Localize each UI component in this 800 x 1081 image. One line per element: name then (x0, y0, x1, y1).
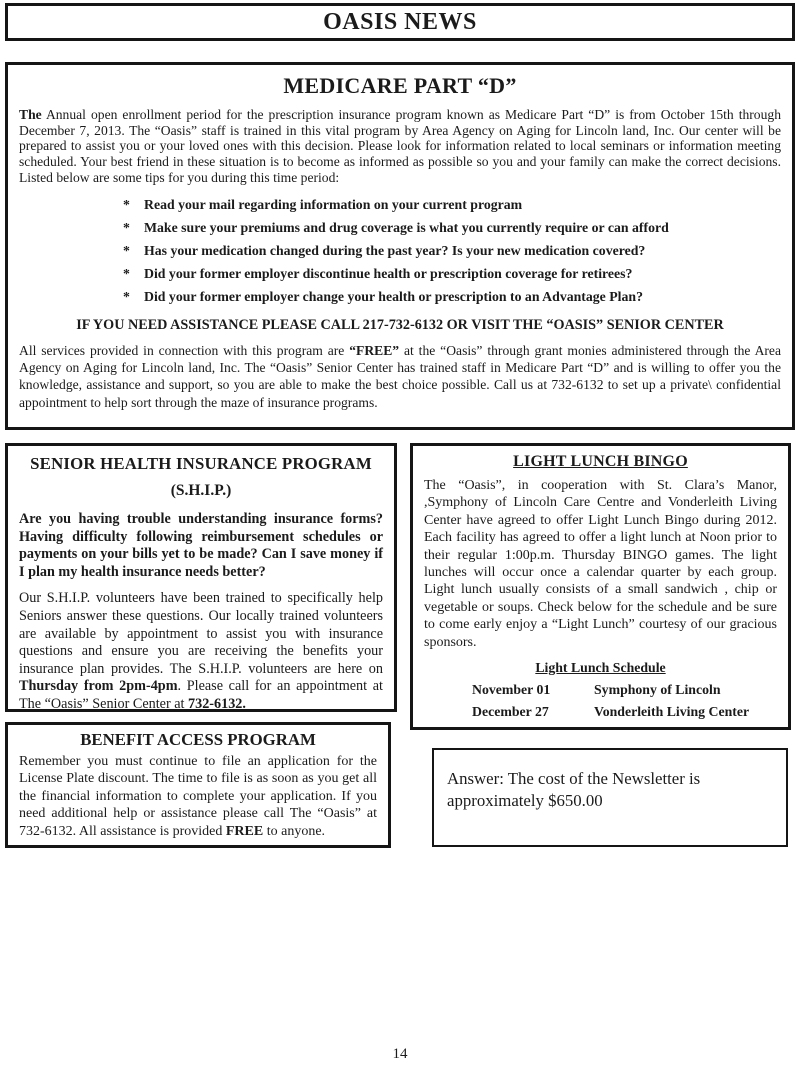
list-item (123, 197, 781, 213)
list-item (123, 266, 781, 282)
bullet-text: Did your former employer change your health or prescription to an Advantage Plan? (144, 288, 643, 304)
asterisk-bullet-icon: * (123, 196, 130, 212)
schedule-host: Vonderleith Living Center (594, 704, 750, 720)
answer-line-2: approximately $650.00 (447, 791, 603, 810)
medicare-title: MEDICARE PART “D” (283, 73, 517, 98)
list-item (123, 243, 781, 259)
benefit-body-paragraph (19, 753, 377, 840)
bullet-text: Read your mail regarding information on your current program (144, 196, 523, 212)
asterisk-bullet-icon: * (123, 219, 130, 235)
medicare-paragraph-1 (19, 107, 781, 186)
list-item (123, 220, 781, 236)
ship-body-seg1: Our S.H.I.P. volunteers have been trained to specifically help Seniors answer these questions. Our locally trained volunteers are available by appointment to assist you with insurance questions and ensure you are receiving the benefits your insurance plan provides. The S.H.I.P. volunteers are here on (19, 590, 383, 677)
ship-title: SENIOR HEALTH INSURANCE PROGRAM (30, 454, 372, 473)
page-number: 14 (392, 1046, 408, 1062)
medicare-free-emphasis: “FREE” (349, 343, 400, 359)
schedule-host: Symphony of Lincoln (594, 682, 721, 698)
bingo-title: LIGHT LUNCH BINGO (513, 453, 688, 470)
medicare-paragraph-2 (19, 342, 781, 411)
schedule-title: Light Lunch Schedule (535, 660, 666, 676)
bingo-section (410, 443, 791, 730)
benefit-free-emphasis: FREE (225, 823, 264, 839)
schedule-date: December 27 (472, 704, 549, 720)
medicare-paragraph-2-seg2: at the “Oasis” through grant monies administered through the Area Agency on Aging for Lincoln land, Inc. The “Oasis” Senior Center has trained staff in Medicare Part “D” and is willing to offer you the knowledge, assistance and support, so you are able to make the best choice possible. Call us at 732-6132 to set up a private\ confidential appointment to help sort through the maze of insurance programs. (19, 343, 781, 410)
ship-hours-emphasis: Thursday from 2pm-4pm (19, 678, 178, 695)
benefit-section (5, 722, 391, 848)
ship-phone-emphasis: 732-6132. (188, 695, 246, 712)
medicare-tips-list (123, 197, 781, 305)
bullet-text: Did your former employer discontinue health or prescription coverage for retirees? (144, 265, 633, 281)
ship-body-seg2: . Please call for an appointment at The “Oasis” Senior Center at (19, 678, 383, 712)
answer-line-1: Answer: The cost of the Newsletter is (447, 769, 701, 788)
medicare-section (5, 62, 795, 430)
table-row (472, 682, 777, 698)
assistance-call-line: IF YOU NEED ASSISTANCE PLEASE CALL 217-732-6132 OR VISIT THE “OASIS” SENIOR CENTER (76, 317, 724, 334)
ship-intro-paragraph: Are you having trouble understanding insurance forms? Having difficulty following reimbursement schedules or payments on your bills yet to be made? Can I save money if I plan my health insurance needs better? (19, 511, 383, 580)
ship-section (5, 443, 397, 712)
list-item (123, 289, 781, 305)
medicare-paragraph-1-rest: Annual open enrollment period for the prescription insurance program known as Medicare Part “D” is from October 15th through December 7, 2013. The “Oasis” staff is trained in this vital program by Area Agency on Aging for Lincoln land, Inc. Our center will be prepared to assist you or your loved ones with this decision. Please look for information related to local seminars or information meeting scheduled. Your best friend in these situation is to become as informed as possible so you and your family can make the correct decisions. Listed below are some tips for you during this time period: (19, 107, 781, 185)
masthead-box (5, 3, 795, 41)
bingo-body-paragraph: The “Oasis”, in cooperation with St. Clara’s Manor, ,Symphony of Lincoln Care Centre and Vonderleith Living Center have agreed to offer Light Lunch Bingo during 2012. Each facility has agreed to offer a light lunch at Noon prior to their regular 1:00p.m. Thursday BINGO games. The light lunches will occur once a calendar quarter by each group. Light lunch usually consists of a small sandwich , chip or vegetable or soups. Check below for the schedule and be sure to come early enjoy a “Light Lunch” courtesy of our gracious sponsors. (424, 478, 777, 650)
benefit-title: BENEFIT ACCESS PROGRAM (80, 730, 316, 749)
table-row (472, 704, 777, 720)
schedule-date: November 01 (472, 682, 551, 698)
medicare-paragraph-1-lead: The (19, 107, 42, 122)
asterisk-bullet-icon: * (123, 265, 130, 281)
page-title: OASIS NEWS (323, 8, 477, 35)
ship-subtitle: (S.H.I.P.) (170, 482, 232, 499)
asterisk-bullet-icon: * (123, 242, 130, 258)
answer-box (432, 748, 788, 847)
benefit-seg2: to anyone. (263, 823, 326, 839)
benefit-seg1: Remember you must continue to file an application for the License Plate discount. The time to file is as soon as you get all the financial information to complete your application. If you need additional help or assistance please call The “Oasis” at 732-6132. All assistance is provided (19, 754, 377, 839)
medicare-paragraph-2-seg1: All services provided in connection with this program are (19, 343, 350, 359)
bullet-text: Make sure your premiums and drug coverage is what you currently require or can afford (144, 219, 669, 235)
ship-body-paragraph (19, 590, 383, 713)
bullet-text: Has your medication changed during the past year? Is your new medication covered? (144, 242, 646, 258)
schedule-table (472, 682, 777, 720)
asterisk-bullet-icon: * (123, 288, 130, 304)
